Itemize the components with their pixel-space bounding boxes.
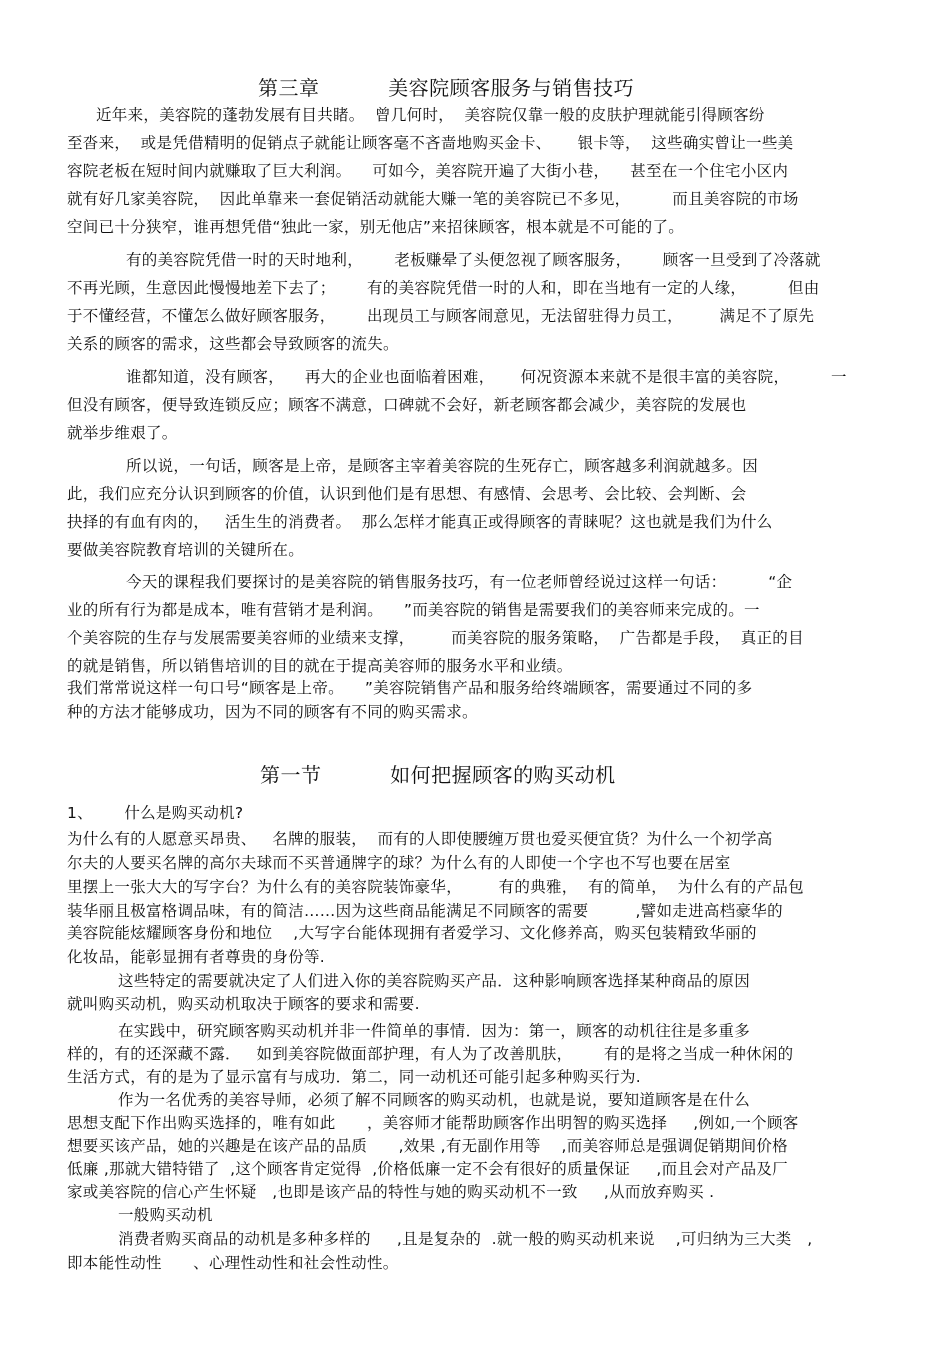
paragraph-line: 抉择的有血有肉的， 活生生的消费者。 那么怎样才能真正或得顾客的青睐呢？这也就是我们为什么 bbox=[67, 513, 773, 531]
paragraph-line: 要做美容院教育培训的关键所在。 bbox=[67, 541, 305, 559]
sub-heading: 一般购买动机 bbox=[118, 1206, 213, 1224]
paragraph-line: 化妆品，能彰显拥有者尊贵的身份等. bbox=[67, 948, 326, 966]
paragraph-line: 就叫购买动机，购买动机取决于顾客的要求和需要. bbox=[67, 995, 420, 1013]
paragraph-line: 所以说，一句话，顾客是上帝，是顾客主宰着美容院的生死存亡，顾客越多利润就越多。因 bbox=[126, 457, 759, 475]
paragraph-line: 的就是销售，所以销售培训的目的就在于提高美容师的服务水平和业绩。 bbox=[67, 657, 573, 675]
paragraph-line: 谁都知道，没有顾客， 再大的企业也面临着困难， 何况资源本来就不是很丰富的美容院， 一 bbox=[126, 368, 847, 386]
paragraph-line: 业的所有行为都是成本，唯有营销才是利润。 ”而美容院的销售是需要我们的美容师来完成的。一 bbox=[67, 601, 760, 619]
chapter-title: 第三章 美容院顾客服务与销售技巧 bbox=[258, 76, 635, 100]
paragraph-line: 空间已十分狭窄，谁再想凭借“独此一家，别无他店”来招徕顾客，根本就是不可能的了。 bbox=[67, 218, 685, 236]
section-title: 第一节 如何把握顾客的购买动机 bbox=[260, 763, 616, 787]
paragraph-line: 于不懂经营，不懂怎么做好顾客服务， 出现员工与顾客闹意见，无法留驻得力员工， 满足不了原先 bbox=[67, 307, 815, 325]
paragraph-line: 个美容院的生存与发展需要美容师的业绩来支撑， 而美容院的服务策略， 广告都是手段， 真正的目 bbox=[67, 629, 804, 647]
paragraph-line: 尔夫的人要买名牌的高尔夫球而不买普通牌字的球？为什么有的人即使一个字也不写也要在居室 bbox=[67, 854, 731, 872]
paragraph-line: 即本能性动性 、心理性动性和社会性动性。 bbox=[67, 1254, 399, 1272]
paragraph-line: 里摆上一张大大的写字台？为什么有的美容院装饰豪华， 有的典雅， 有的简单， 为什么有的产品包 bbox=[67, 878, 804, 896]
paragraph-line: 装华丽且极富格调品味，有的简洁……因为这些商品能满足不同顾客的需要 ,譬如走进高档豪华的 bbox=[67, 902, 783, 920]
paragraph-line: 就有好几家美容院， 因此单靠来一套促销活动就能大赚一笔的美容院已不多见， 而且美容院的市场 bbox=[67, 190, 799, 208]
paragraph-line: 不再光顾，生意因此慢慢地差下去了； 有的美容院凭借一时的人和，即在当地有一定的人缘， 但由 bbox=[67, 279, 820, 297]
paragraph-line: 种的方法才能够成功，因为不同的顾客有不同的购买需求。 bbox=[67, 703, 478, 721]
paragraph-line: 美容院能炫耀顾客身份和地位 ,大写字台能体现拥有者爱学习、文化修养高，购买包装精致华丽的 bbox=[67, 924, 757, 942]
paragraph-line: 在实践中，研究顾客购买动机并非一件简单的事情．因为：第一，顾客的动机往往是多重多 bbox=[118, 1022, 751, 1040]
paragraph-line: 家或美容院的信心产生怀疑 ,也即是该产品的特性与她的购买动机不一致 ,从而放弃购买 . bbox=[67, 1183, 715, 1201]
paragraph-line: 作为一名优秀的美容导师，必须了解不同顾客的购买动机，也就是说，要知道顾客是在什么 bbox=[118, 1091, 751, 1109]
paragraph-line: 想要买该产品，她的兴趣是在该产品的品质 ,效果 ,有无副作用等 ,而美容师总是强调促销期间价格 bbox=[67, 1137, 788, 1155]
paragraph-line: 容院老板在短时间内就赚取了巨大利润。 可如今，美容院开遍了大街小巷， 甚至在一个住宅小区内 bbox=[67, 162, 789, 180]
paragraph-line: 就举步维艰了。 bbox=[67, 424, 178, 442]
paragraph-line: 此，我们应充分认识到顾客的价值，认识到他们是有思想、有感情、会思考、会比较、会判断、会 bbox=[67, 485, 747, 503]
paragraph-line: 思想支配下作出购买选择的，唯有如此 ，美容师才能帮助顾客作出明智的购买选择 ,例如,一个顾客 bbox=[67, 1114, 799, 1132]
paragraph-line: 近年来，美容院的蓬勃发展有目共睹。 曾几何时， 美容院仅靠一般的皮肤护理就能引得顾客纷 bbox=[96, 106, 765, 124]
paragraph-line: 低廉 ,那就大错特错了 ,这个顾客肯定觉得 ,价格低廉一定不会有很好的质量保证 ,而且会对产品及厂 bbox=[67, 1160, 788, 1178]
paragraph-line: 关系的顾客的需求，这些都会导致顾客的流失。 bbox=[67, 335, 399, 353]
paragraph-line: 消费者购买商品的动机是多种多样的 ,且是复杂的 .就一般的购买动机来说 ,可归纳为三大类 , bbox=[118, 1230, 813, 1248]
paragraph-line: 至沓来， 或是凭借精明的促销点子就能让顾客毫不吝啬地购买金卡、 银卡等， 这些确实曾让一些美 bbox=[67, 134, 794, 152]
paragraph-line: 生活方式，有的是为了显示富有与成功．第二，同一动机还可能引起多种购买行为. bbox=[67, 1068, 642, 1086]
paragraph-line: 为什么有的人愿意买昂贵、 名牌的服装， 而有的人即使腰缠万贯也爱买便宜货？为什么一个初学高 bbox=[67, 830, 773, 848]
paragraph-line: 样的，有的还深藏不露． 如到美容院做面部护理，有人为了改善肌肤， 有的是将之当成一种休闲的 bbox=[67, 1045, 794, 1063]
paragraph-line: 但没有顾客，便导致连锁反应；顾客不满意，口碑就不会好，新老顾客都会减少，美容院的发展也 bbox=[67, 396, 747, 414]
paragraph-line: 今天的课程我们要探讨的是美容院的销售服务技巧，有一位老师曾经说过这样一句话： “企 bbox=[126, 573, 793, 591]
paragraph-line: 我们常常说这样一句口号“顾客是上帝。 ”美容院销售产品和服务给终端顾客，需要通过不同的多 bbox=[67, 679, 753, 697]
paragraph-line: 这些特定的需要就决定了人们进入你的美容院购买产品．这种影响顾客选择某种商品的原因 bbox=[118, 972, 751, 990]
section-item-heading: 1、 什么是购买动机? bbox=[67, 804, 244, 822]
paragraph-line: 有的美容院凭借一时的天时地利， 老板赚晕了头便忽视了顾客服务， 顾客一旦受到了冷落就 bbox=[126, 251, 821, 269]
